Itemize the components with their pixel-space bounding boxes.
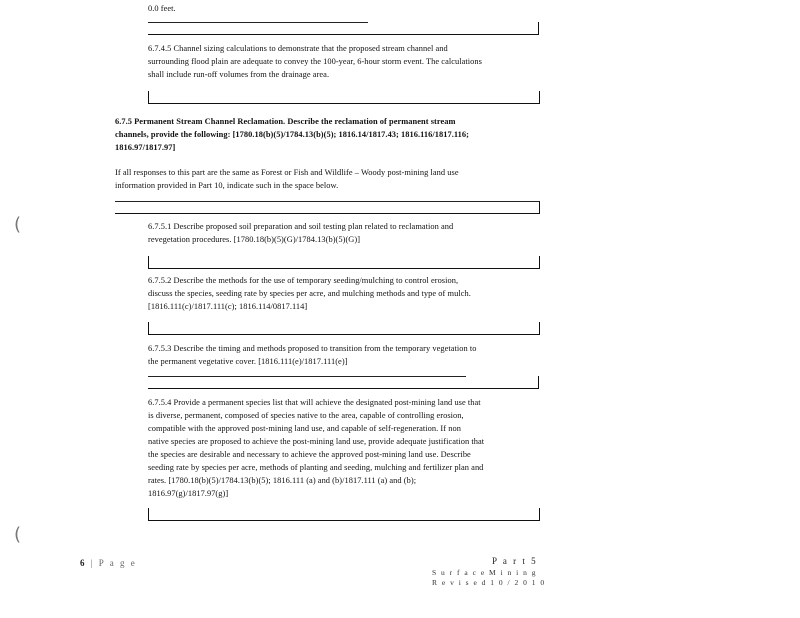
page-label: | P a g e (90, 558, 137, 568)
response-box-6745[interactable] (148, 91, 540, 104)
section-6-7-5-2 (148, 274, 548, 313)
section-6-7-5-1 (148, 220, 548, 246)
section-text-line: 1816.97/1817.97] (115, 143, 176, 152)
footer-revised: R e v i s e d 1 0 / 2 0 1 0 (432, 578, 546, 587)
page-number: 6 (80, 558, 87, 568)
section-text-line: revegetation procedures. [1780.18(b)(5)(G)/1784.13(b)(5)(G)] (148, 235, 361, 244)
footer-part: P a r t 5 (492, 556, 538, 566)
section-text-line: shall include run-off volumes from the drainage area. (148, 70, 330, 79)
section-text-line: 6.7.5 Permanent Stream Channel Reclamation. Describe the reclamation of permanent stream (115, 117, 456, 126)
binding-hole-mark: ( (14, 214, 22, 235)
binding-hole-mark: ( (14, 524, 22, 545)
section-text-line: the permanent vegetative cover. [1816.111(e)/1817.111(e)] (148, 357, 348, 366)
section-text-line: 6.7.4.5 Channel sizing calculations to demonstrate that the proposed stream channel and (148, 44, 448, 53)
section-text-line: rates. [1780.18(b)(5)/1784.13(b)(5); 1816.111 (a) and (b)/1817.111 (a) and (b); (148, 476, 417, 485)
section-text-line: 6.7.5.2 Describe the methods for the use of temporary seeding/mulching to control erosion, (148, 276, 459, 285)
section-text-line: native species are proposed to achieve the post-mining land use, provide adequate justification that (148, 437, 485, 446)
response-box-6744[interactable] (148, 22, 539, 35)
response-box-6753[interactable] (148, 376, 539, 389)
section-text-line: compatible with the approved post-mining land use, and capable of self-regeneration. If non (148, 424, 461, 433)
section-text-line: channels, provide the following: [1780.18(b)(5)/1784.13(b)(5); 1816.14/1817.43; 1816.116/1817.116; (115, 130, 469, 139)
top-fragment-text: 0.0 feet. (148, 4, 176, 13)
section-text-line: discuss the species, seeding rate by species per acre, and mulching methods and type of mulch. (148, 289, 471, 298)
intro-text-line: If all responses to this part are the same as Forest or Fish and Wildlife – Woody post-mining land use (115, 168, 459, 177)
section-text-line: 6.7.5.3 Describe the timing and methods proposed to transition from the temporary vegetation to (148, 344, 477, 353)
intro-paragraph (115, 166, 545, 192)
section-text-line: seeding rate by species per acre, methods of planting and seeding, mulching and fertilizer plan and (148, 463, 484, 472)
response-box-6751[interactable] (148, 256, 540, 269)
section-text-line: surrounding flood plain are adequate to convey the 100-year, 6-hour storm event. The calculations (148, 57, 482, 66)
section-text-line: [1816.111(c)/1817.111(c); 1816.114/0817.114] (148, 302, 308, 311)
section-text-line: 1816.97(g)/1817.97(g)] (148, 489, 229, 498)
section-6-7-5-4 (148, 396, 548, 500)
section-6-7-5-3 (148, 342, 548, 368)
section-6-7-4-5 (148, 42, 548, 81)
response-box-6752[interactable] (148, 322, 540, 335)
footer-subtitle: S u r f a c e M i n i n g (432, 568, 537, 577)
section-6-7-5-heading (115, 115, 545, 154)
section-text-line: 6.7.5.4 Provide a permanent species list that will achieve the designated post-mining land use that (148, 398, 481, 407)
section-text-line: 6.7.5.1 Describe proposed soil preparation and soil testing plan related to reclamation and (148, 222, 454, 231)
response-box-675[interactable] (115, 201, 540, 214)
section-text-line: the species are desirable and necessary to achieve the approved post-mining land use. Describe (148, 450, 471, 459)
section-text-line: is diverse, permanent, composed of species native to the area, capable of controlling erosion, (148, 411, 464, 420)
response-box-6754[interactable] (148, 508, 540, 521)
page-number-footer (80, 558, 137, 568)
intro-text-line: information provided in Part 10, indicate such in the space below. (115, 181, 339, 190)
